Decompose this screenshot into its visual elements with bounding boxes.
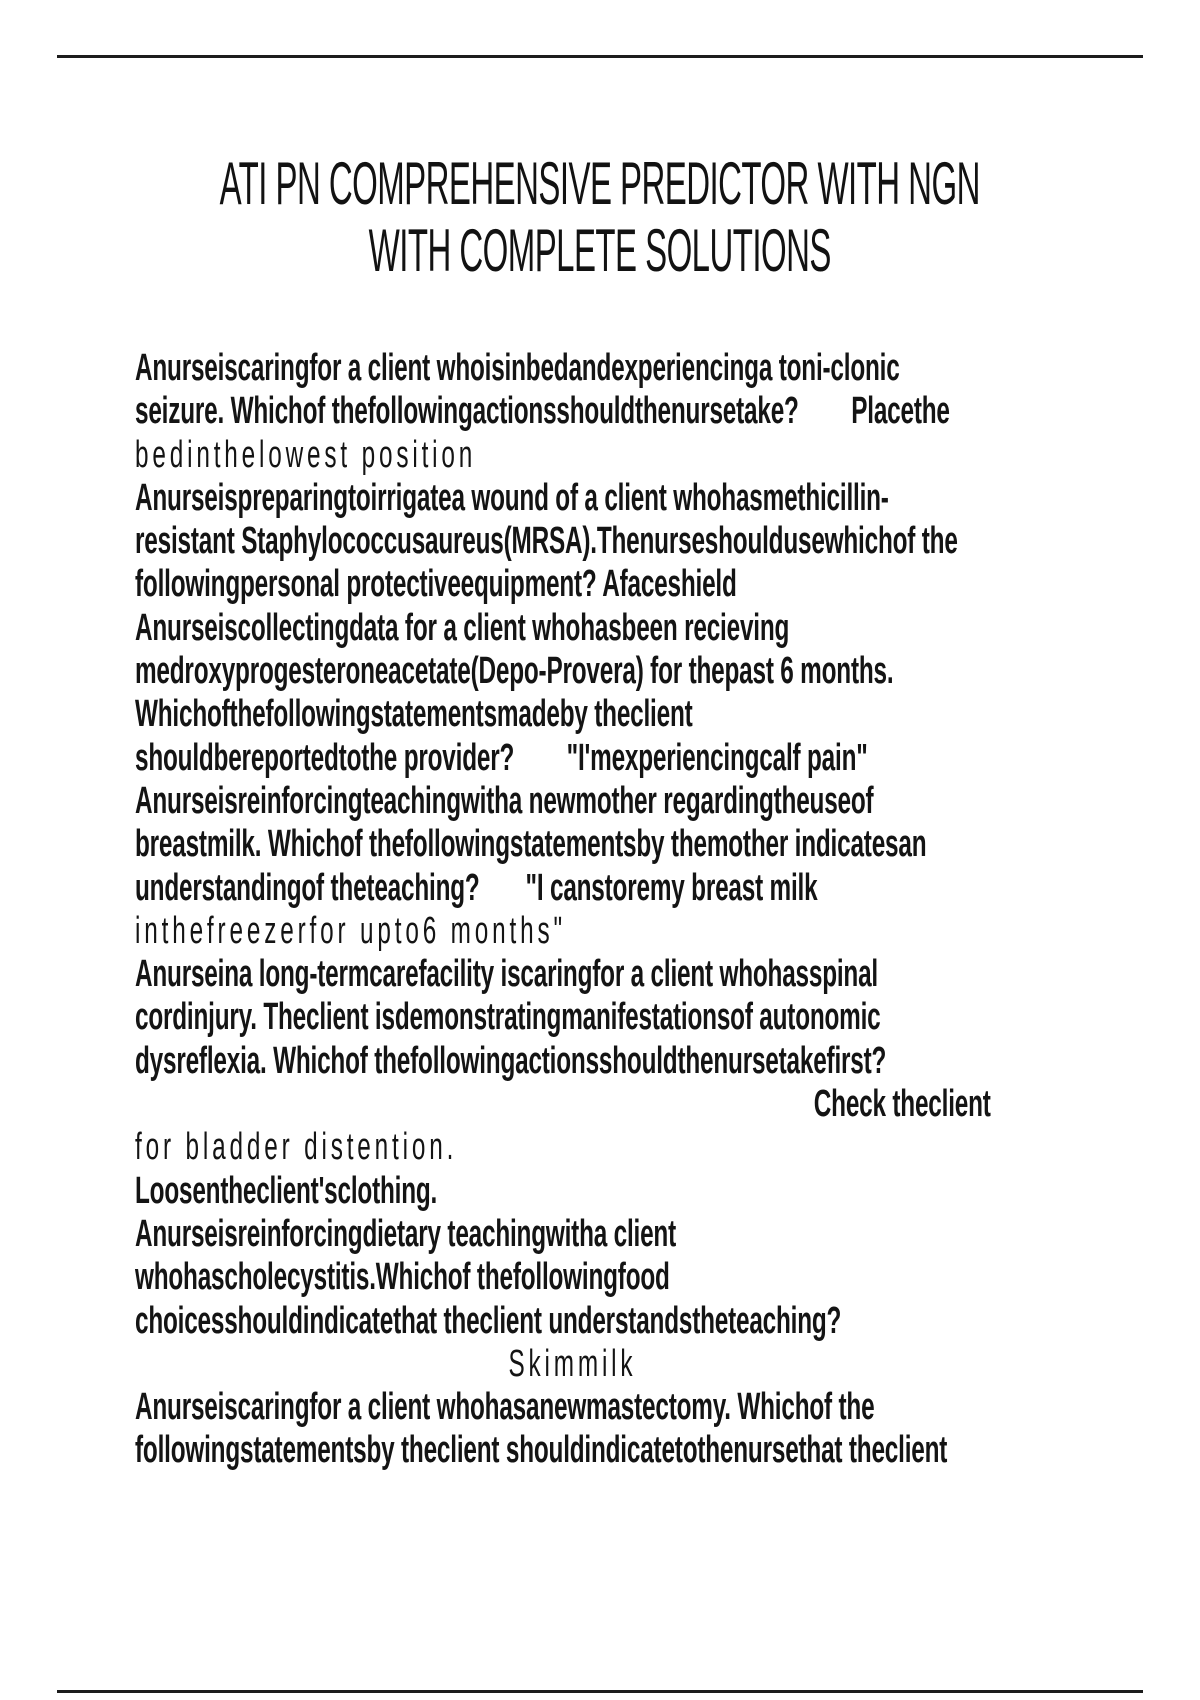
text-line: Anurseisreinforcingteachingwitha newmother regardingtheuseof: [135, 779, 874, 822]
text-line: seizure. Whichof thefollowingactionsshouldthenursetake? Placethe: [135, 390, 950, 433]
text-line: shouldbereportedtothe provider? "I'mexperiencingcalf pain": [135, 736, 868, 779]
text-line: dysreflexia. Whichof thefollowingactionsshouldthenursetakefirst?: [135, 1039, 887, 1082]
body-lines: [135, 347, 1010, 1473]
text-line: Anurseisreinforcingdietary teachingwitha client: [135, 1212, 677, 1255]
text-line: Loosentheclient'sclothing.: [135, 1169, 438, 1212]
title-line-2: WITH COMPLETE SOLUTIONS: [368, 217, 831, 284]
text-line: for bladder distention.: [135, 1126, 458, 1169]
text-line: followingpersonal protectiveequipment? Afaceshield: [135, 563, 737, 606]
text-line: choicesshouldindicatethat theclient understandstheteaching?: [135, 1299, 842, 1342]
text-line: cordinjury. Theclient isdemonstratingmanifestationsof autonomic: [135, 996, 881, 1039]
text-line: understandingof theteaching? "I canstoremy breast milk: [135, 866, 818, 909]
text-line: Anurseiscollectingdata for a client whohasbeen recieving: [135, 606, 790, 649]
text-line: resistant Staphylococcusaureus(MRSA).Thenurseshouldusewhichof the: [135, 520, 958, 563]
document-title: [135, 150, 1065, 290]
text-line: bedinthelowest position: [135, 433, 477, 476]
top-horizontal-rule: [57, 55, 1143, 58]
title-line-1: ATI PN COMPREHENSIVE PREDICTOR WITH NGN: [219, 150, 980, 217]
text-line: Anurseispreparingtoirrigatea wound of a client whohasmethicillin-: [135, 476, 889, 519]
text-line: inthefreezerfor upto6 months": [135, 909, 566, 952]
text-line: Check theclient: [813, 1083, 991, 1126]
text-line: medroxyprogesteroneacetate(Depo-Provera) for thepast 6 months.: [135, 650, 894, 693]
text-line: Anurseiscaringfor a client whohasanewmastectomy. Whichof the: [135, 1386, 875, 1429]
document-body: [135, 347, 1010, 1473]
text-line: Anurseina long-termcarefacility iscaringfor a client whohasspinal: [135, 953, 878, 996]
text-line: followingstatementsby theclient shouldindicatetothenursethat theclient: [135, 1429, 948, 1472]
text-line: whohascholecystitis.Whichof thefollowingfood: [135, 1256, 670, 1299]
text-line: Whichofthefollowingstatementsmadeby theclient: [135, 693, 693, 736]
text-line: Skimmilk: [508, 1342, 637, 1385]
text-line: breastmilk. Whichof thefollowingstatementsby themother indicatesan: [135, 823, 927, 866]
text-line: Anurseiscaringfor a client whoisinbedandexperiencinga toni-clonic: [135, 347, 900, 389]
bottom-horizontal-rule: [57, 1690, 1143, 1693]
